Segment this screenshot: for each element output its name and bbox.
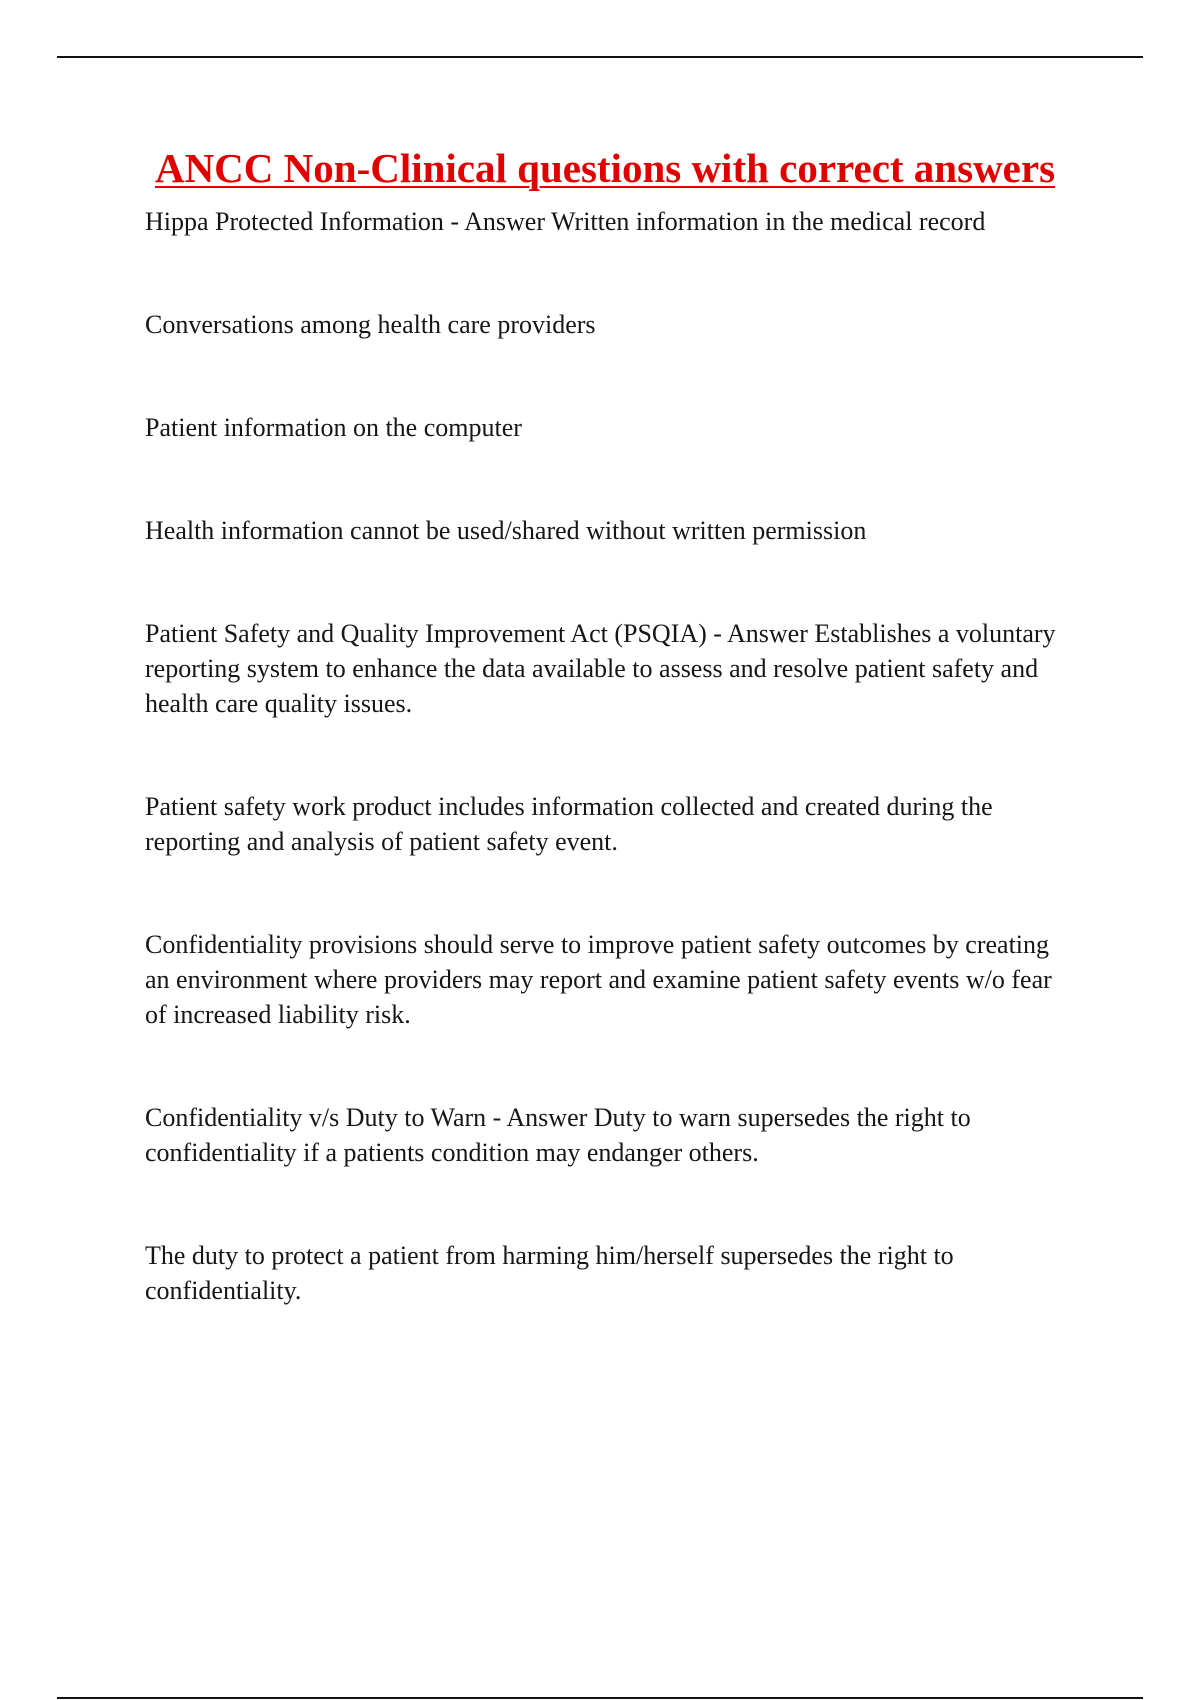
- bottom-divider: [57, 1697, 1143, 1699]
- paragraph-hippa-protected-information: Hippa Protected Information - Answer Written information in the medical record: [145, 207, 986, 236]
- top-divider: [57, 56, 1143, 58]
- document-body: [145, 140, 1065, 1308]
- paragraph-patient-safety-work-product: Patient safety work product includes information collected and created during the reporting and analysis of patient safety event.: [145, 792, 993, 856]
- document-title: ANCC Non-Clinical questions with correct answers: [154, 145, 1056, 191]
- paragraph-health-information-permission: Health information cannot be used/shared without written permission: [145, 516, 867, 545]
- paragraph-conversations-among-providers: Conversations among health care providers: [145, 310, 596, 339]
- paragraph-duty-to-protect: The duty to protect a patient from harming him/herself supersedes the right to confidentiality.: [145, 1241, 954, 1305]
- paragraph-psqia: Patient Safety and Quality Improvement Act (PSQIA) - Answer Establishes a voluntary reporting system to enhance the data available to assess and resolve patient safety and health care quality issues.: [145, 619, 1056, 718]
- paragraph-confidentiality-vs-duty-to-warn: Confidentiality v/s Duty to Warn - Answer Duty to warn supersedes the right to confidentiality if a patients condition may endanger others.: [145, 1103, 971, 1167]
- paragraph-confidentiality-provisions: Confidentiality provisions should serve to improve patient safety outcomes by creating an environment where providers may report and examine patient safety events w/o fear of increased liability risk.: [145, 930, 1052, 1029]
- paragraph-patient-information-computer: Patient information on the computer: [145, 413, 522, 442]
